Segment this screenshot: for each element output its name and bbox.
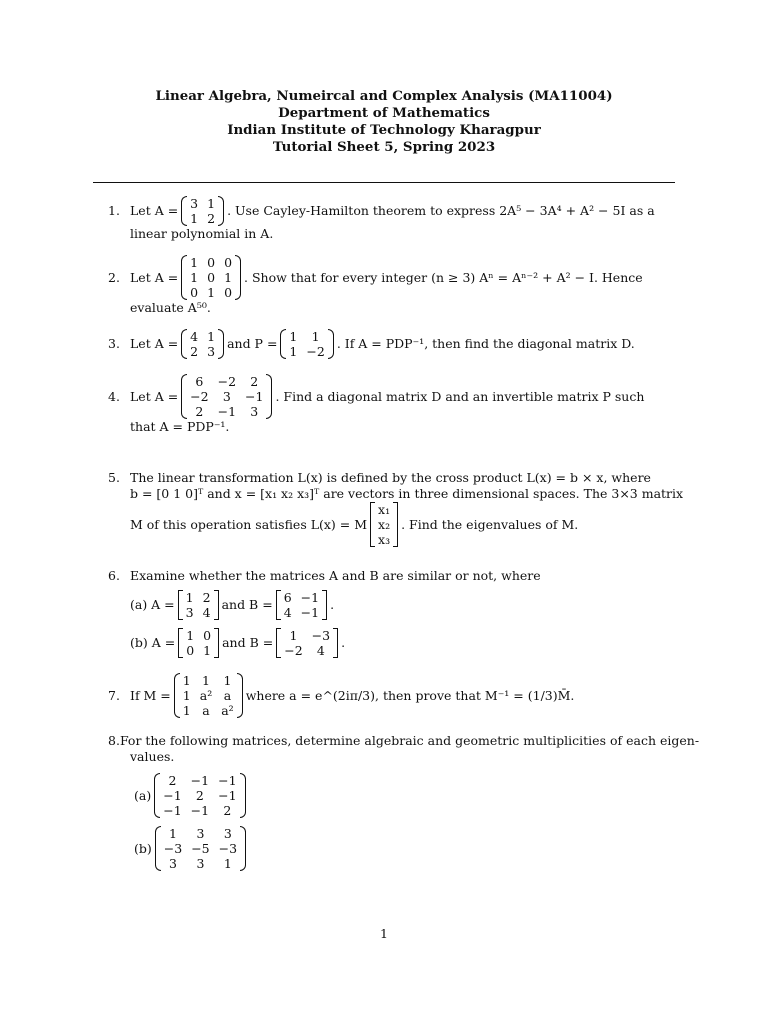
matrix-entries — [190, 329, 215, 359]
matrix-entry: 1 — [207, 196, 216, 211]
problem-text-continued: b = [0 1 0]ᵀ and x = [x₁ x₂ x₃]ᵀ are vectors in three dimensional spaces. The 3×3 matrix — [130, 486, 684, 501]
matrix-entry: 1 — [223, 856, 232, 871]
problem-2 — [108, 255, 678, 316]
matrix-entry: 1 — [224, 270, 233, 285]
matrix-entry: 0 — [224, 285, 233, 300]
problem-number: 6. — [108, 568, 120, 583]
problem-text: and B = — [222, 635, 274, 650]
problem-text: . Find the eigenvalues of M. — [401, 516, 579, 532]
matrix-entry: 4 — [283, 605, 292, 620]
matrix-entries — [289, 329, 324, 359]
matrix-entry: a — [223, 688, 232, 703]
matrix-a — [181, 255, 241, 300]
matrix-entry: 2 — [195, 788, 204, 803]
problem-text: . Use Cayley-Hamilton theorem to express 2A⁵ − 3A⁴ + A² − 5I as a — [227, 203, 655, 218]
problem-number: 3. — [108, 336, 120, 351]
matrix-entry: 1 — [182, 703, 191, 718]
matrix-entry: 2 — [168, 773, 177, 788]
matrix-entry: 3 — [185, 605, 194, 620]
matrix-entry: −3 — [218, 841, 238, 856]
matrix-entry: −1 — [163, 788, 182, 803]
part-label: (b) A = — [130, 635, 176, 650]
matrix-entries — [190, 255, 232, 300]
problem-number: 7. — [108, 687, 120, 703]
problem-text-continued: evaluate A⁵⁰. — [130, 300, 211, 315]
problem-8a — [108, 773, 678, 818]
matrix-entries — [190, 196, 215, 226]
matrix-entry: 1 — [190, 255, 199, 270]
matrix-entries — [284, 628, 330, 658]
problem-1 — [108, 196, 678, 242]
matrix-entry: 3 — [190, 196, 199, 211]
problem-text: . Show that for every integer (n ≥ 3) Aⁿ = Aⁿ⁻² + A² − I. Hence — [244, 269, 643, 285]
problem-text: and B = — [221, 597, 273, 612]
part-label: (b) — [134, 840, 152, 856]
matrix-entry: 1 — [190, 270, 199, 285]
matrix-entry: −1 — [217, 404, 237, 419]
problem-text: Examine whether the matrices A and B are similar or not, where — [130, 568, 541, 583]
matrix-entry: x₂ — [378, 517, 391, 532]
matrix-entry: 2 — [223, 803, 232, 818]
matrix-entry: 1 — [289, 628, 298, 643]
matrix-entry: 1 — [203, 643, 212, 658]
matrix-entry: a² — [221, 703, 234, 718]
matrix-entry: 0 — [203, 628, 212, 643]
matrix-entry: 1 — [289, 344, 298, 359]
matrix-b — [276, 628, 338, 658]
matrix-entry: −1 — [300, 605, 320, 620]
problem-text-continued: linear polynomial in A. — [130, 226, 274, 241]
matrix-entry: 0 — [224, 255, 233, 270]
matrix-entry: 4 — [190, 329, 199, 344]
matrix-entry: 1 — [182, 673, 191, 688]
problem-text-continued: values. — [130, 749, 175, 764]
matrix-entry: −1 — [218, 788, 237, 803]
problem-text: Let A = — [130, 269, 179, 285]
matrix-a — [178, 628, 219, 658]
matrix-entry: −1 — [190, 803, 210, 818]
matrix-entry: 6 — [195, 374, 204, 389]
matrix-entry: 1 — [202, 673, 210, 688]
matrix-entry: 1 — [185, 590, 194, 605]
matrix-p — [280, 329, 333, 359]
matrix-entry: 2 — [207, 211, 216, 226]
matrix-a — [178, 590, 219, 620]
problem-8b — [108, 826, 678, 871]
problem-text: Let A = — [130, 336, 179, 351]
matrix-entry: 3 — [250, 404, 259, 419]
problem-6b — [108, 628, 678, 658]
problem-text-continued: that A = PDP⁻¹. — [130, 419, 230, 434]
part-label: (a) A = — [130, 597, 175, 612]
matrix-entry: 1 — [207, 329, 216, 344]
problem-6 — [108, 568, 678, 658]
page-number: 1 — [380, 926, 388, 941]
institute-name: Indian Institute of Technology Kharagpur — [227, 122, 541, 138]
matrix-entry: 2 — [202, 590, 211, 605]
matrix-entry: 3 — [196, 856, 205, 871]
matrix-a — [181, 374, 272, 419]
matrix-entry: −2 — [284, 643, 303, 658]
matrix-entry: 2 — [195, 404, 204, 419]
header-divider — [93, 182, 675, 183]
matrix-8b — [155, 826, 246, 871]
matrix-entry: 1 — [311, 329, 320, 344]
problem-4 — [108, 374, 678, 435]
problem-number: 1. — [108, 203, 120, 218]
matrix-entry: x₁ — [378, 502, 391, 517]
document-header — [0, 88, 768, 156]
matrix-entry: −1 — [300, 590, 320, 605]
matrix-entry: −1 — [190, 773, 210, 788]
problem-text: where a = e^(2iπ/3), then prove that M⁻¹ = (1/3)M̄. — [245, 687, 575, 703]
matrix-entry: 1 — [186, 628, 195, 643]
problem-number: 4. — [108, 388, 120, 404]
matrix-entry: 1 — [289, 329, 298, 344]
matrix-entry: 1 — [182, 688, 191, 703]
matrix-entries — [284, 590, 319, 620]
matrix-entry: −2 — [217, 374, 237, 389]
course-title: Linear Algebra, Numeircal and Complex Analysis (MA11004) — [155, 88, 613, 104]
matrix-entries — [186, 628, 211, 658]
matrix-entry: 3 — [169, 856, 177, 871]
matrix-entry: −5 — [191, 841, 210, 856]
problem-text: Let A = — [130, 388, 179, 404]
matrix-entry: a² — [199, 688, 213, 703]
matrix-entry: −3 — [163, 841, 183, 856]
matrix-entries — [163, 773, 236, 818]
matrix-entry: 0 — [207, 270, 216, 285]
problem-7 — [108, 673, 678, 718]
matrix-entry: 3 — [223, 826, 232, 841]
matrix-entry: 1 — [169, 826, 177, 841]
matrix-8a — [154, 773, 245, 818]
problem-text: If M = — [130, 687, 171, 703]
matrix-entries — [378, 502, 390, 547]
matrix-entry: 4 — [202, 605, 211, 620]
matrix-entry: a — [202, 703, 210, 718]
matrix-entries — [164, 826, 237, 871]
matrix-entries — [186, 590, 211, 620]
problem-text: . — [341, 635, 346, 650]
matrix-entry: 6 — [283, 590, 292, 605]
matrix-entry: −2 — [190, 389, 209, 404]
matrix-m — [174, 673, 243, 718]
matrix-entry: 3 — [196, 826, 205, 841]
matrix-entry: 3 — [207, 344, 216, 359]
problem-5 — [108, 470, 684, 547]
matrix-entry: −3 — [311, 628, 331, 643]
matrix-entry: 0 — [207, 255, 216, 270]
problem-text: . — [330, 597, 335, 612]
matrix-entry: 1 — [223, 673, 232, 688]
matrix-entry: −2 — [306, 344, 325, 359]
matrix-entry: 1 — [207, 285, 216, 300]
problem-text: The linear transformation L(x) is defined by the cross product L(x) = b × x, where — [130, 470, 651, 485]
problem-text: . Find a diagonal matrix D and an invertible matrix P such — [275, 388, 645, 404]
matrix-entry: 0 — [190, 285, 199, 300]
problem-text: For the following matrices, determine algebraic and geometric multiplicities of each eigen- — [119, 733, 700, 748]
part-label: (a) — [134, 787, 152, 803]
matrix-entry: 4 — [316, 643, 325, 658]
vector-x — [370, 502, 398, 547]
problem-6a — [108, 590, 678, 620]
problem-number: 8. — [108, 733, 120, 748]
matrix-entry: 2 — [190, 344, 199, 359]
problem-text: and P = — [227, 336, 278, 351]
problem-text: M of this operation satisfies L(x) = M — [130, 516, 368, 532]
matrix-b — [276, 590, 327, 620]
sheet-title: Tutorial Sheet 5, Spring 2023 — [272, 139, 496, 155]
matrix-entry: x₃ — [378, 532, 391, 547]
matrix-entry: −1 — [218, 773, 237, 788]
matrix-entry: 0 — [186, 643, 195, 658]
matrix-a — [181, 329, 224, 359]
problem-3 — [108, 329, 678, 359]
matrix-entry: 1 — [190, 211, 199, 226]
problem-number: 5. — [108, 470, 120, 485]
problem-number: 2. — [108, 269, 120, 285]
matrix-entries — [183, 673, 234, 718]
matrix-a — [181, 196, 224, 226]
department-name: Department of Mathematics — [278, 105, 490, 121]
problem-8 — [108, 733, 700, 871]
matrix-entry: 3 — [222, 389, 231, 404]
matrix-entries — [190, 374, 263, 419]
matrix-entry: −1 — [163, 803, 182, 818]
matrix-entry: 2 — [250, 374, 259, 389]
problem-text: . If A = PDP⁻¹, then find the diagonal matrix D. — [336, 336, 635, 351]
problem-text: Let A = — [130, 203, 179, 218]
matrix-entry: −1 — [245, 389, 264, 404]
